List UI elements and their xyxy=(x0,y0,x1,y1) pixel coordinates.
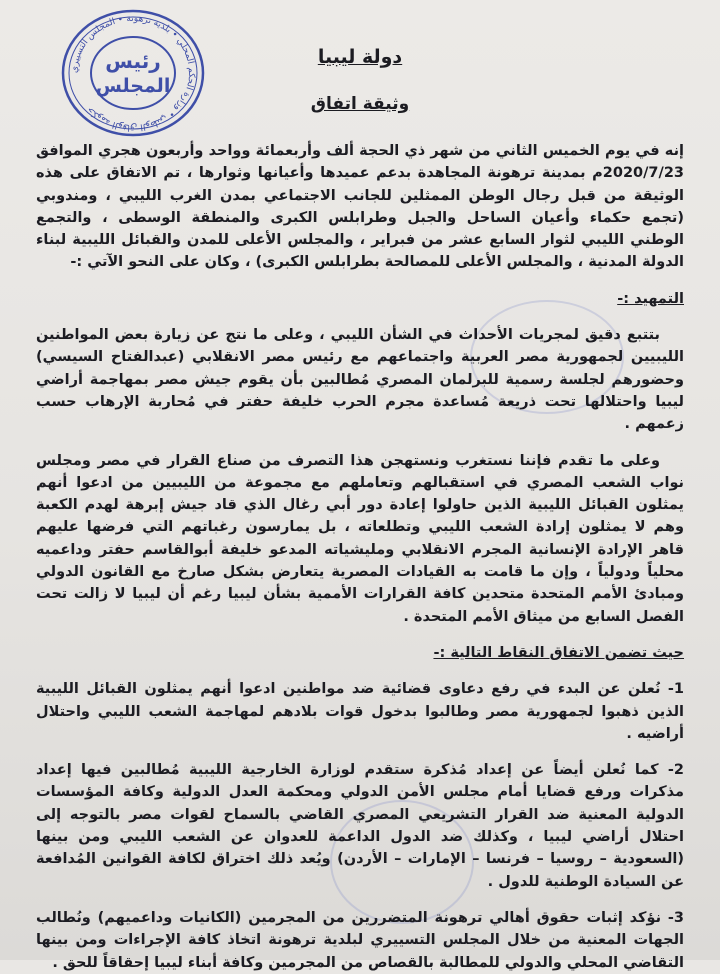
preamble-heading: التمهيد :- xyxy=(617,290,684,307)
intro-paragraph: إنه في يوم الخميس الثاني من شهر ذي الحجة ألف وأربعمائة وواحد وأربعون هجري الموافق 2020/7/23م بمدينة ترهونة المجاهدة بدعم عميدها وأعيانها وثوارها ، تم الاتفاق على هذه الوثيقة من قبل رجال الوطن الممثلين للجانب الاجتماعي بمدن الغرب الليبي ، ومندوبي (تجمع حكماء وأعيان الساحل والجبل وطرابلس الكبرى والمنطقة الوسطى ، والتجمع الوطني الليبي لثوار السابع عشر من فبراير ، والمجلس الأعلى للمدن والقبائل الليبية لبناء الدولة المدنية ، والمجلس الأعلى للمصالحة بطرابلس الكبرى) ، وكان على النحو الآتي :- xyxy=(36,143,684,271)
agreement-point-3: 3- نؤكد إثبات حقوق أهالي ترهونة المتضررين من المجرمين (الكانيات وداعميهم) ونُطالب الجهات المعنية من خلال المجلس التسييري لبلدية ترهونة اتخاذ كافة الإجراءات ومن بينها التقاضي المحلي والدولي للمطالبة بالقصاص من المجرمين وكافة أبناء ليبيا إحقاقاً للحق . xyxy=(36,909,684,971)
document-title: دولة ليبيا xyxy=(317,46,403,68)
stamp-ring-text: حكومة الوفاق الوطني • وزارة الحكم المحلي • بلدية ترهونة • المجلس التسييري xyxy=(69,13,197,133)
agreement-point-2: 2- كما نُعلن أيضاً عن إعداد مُذكرة ستقدم لوزارة الخارجية الليبية مُطالبين فيها إعداد مذكرات ورفع قضايا أمام مجلس الأمن الدولي ومحكمة العدل الدولية وكافة المؤسسات الدولية المعنية ضد القرار التشريعي المصري القاضي بالسماح لقوات مصر بالتوجه إلى احتلال أراضي ليبيا ، وكذلك ضد الدول الداعمة للعدوان عن الشعب الليبي ومن بينها (السعودية – روسيا – فرنسا – الإمارات – الأردن) ويُعد ذلك اختراق لكافة القوانين المُدافعة عن السيادة الوطنية للدول . xyxy=(36,762,684,890)
preamble-paragraph-2: وعلى ما تقدم فإننا نستغرب ونستهجن هذا التصرف من صناع القرار في مصر ومجلس نواب الشعب المصري في استقبالهم وتعاملهم مع مجموعة من الليبيين من ادعوا أنهم يمثلون القبائل الليبية الذين حاولوا إعادة دور أبي رغال الذي قاد جيش إبرهة لهدم الكعبة وهم لا يمثلون إرادة الشعب الليبي وتطلعاته ، بل يمارسون رغباتهم التي فرضها عليهم قاهر الإرادة الإنسانية المجرم الانقلابي ومليشياته المدعو خليفة أبوالقاسم حفتر وداعميه محلياً ودولياً ، وإن ما قامت به القيادات المصرية يتعارض بشكل صارخ مع القانون الدولي ومبادئ الأمم المتحدة متحدين كافة القرارات الأممية بشأن ليبيا رغم أن ليبيا لا زالت تحت الفصل السابع من ميثاق الأمم المتحدة . xyxy=(36,452,684,625)
document-body xyxy=(36,40,684,974)
document-subtitle: وثيقة اتفاق xyxy=(310,94,410,114)
points-heading: حيث تضمن الاتفاق النقاط التالية :- xyxy=(433,644,684,661)
stamp-center-line1: رئيس xyxy=(105,49,161,73)
stamp-center-line2: المجلس xyxy=(95,75,171,97)
preamble-paragraph-1: بتتبع دقيق لمجريات الأحداث في الشأن الليبي ، وعلى ما نتج عن زيارة بعض المواطنين الليبيين لجمهورية مصر العربية واجتماعهم مع رئيس مصر الانقلابي (عبدالفتاح السيسي) وحضورهم لجلسة رسمية للبرلمان المصري مُطالبين بأن يقوم جيش مصر بمهاجمة أراضي ليبيا واحتلالها تحت ذريعة مُساعدة مجرم الحرب خليفة حفتر في مُحاربة الإرهاب حسب زعمهم . xyxy=(36,327,684,433)
agreement-point-1: 1- نُعلن عن البدء في رفع دعاوى قضائية ضد مواطنين ادعوا أنهم يمثلون القبائل الليبية الذين ذهبوا لجمهورية مصر وطالبوا بدخول قوات بلادهم لمهاجمة الشعب الليبي واحتلال أراضيه . xyxy=(36,681,684,742)
